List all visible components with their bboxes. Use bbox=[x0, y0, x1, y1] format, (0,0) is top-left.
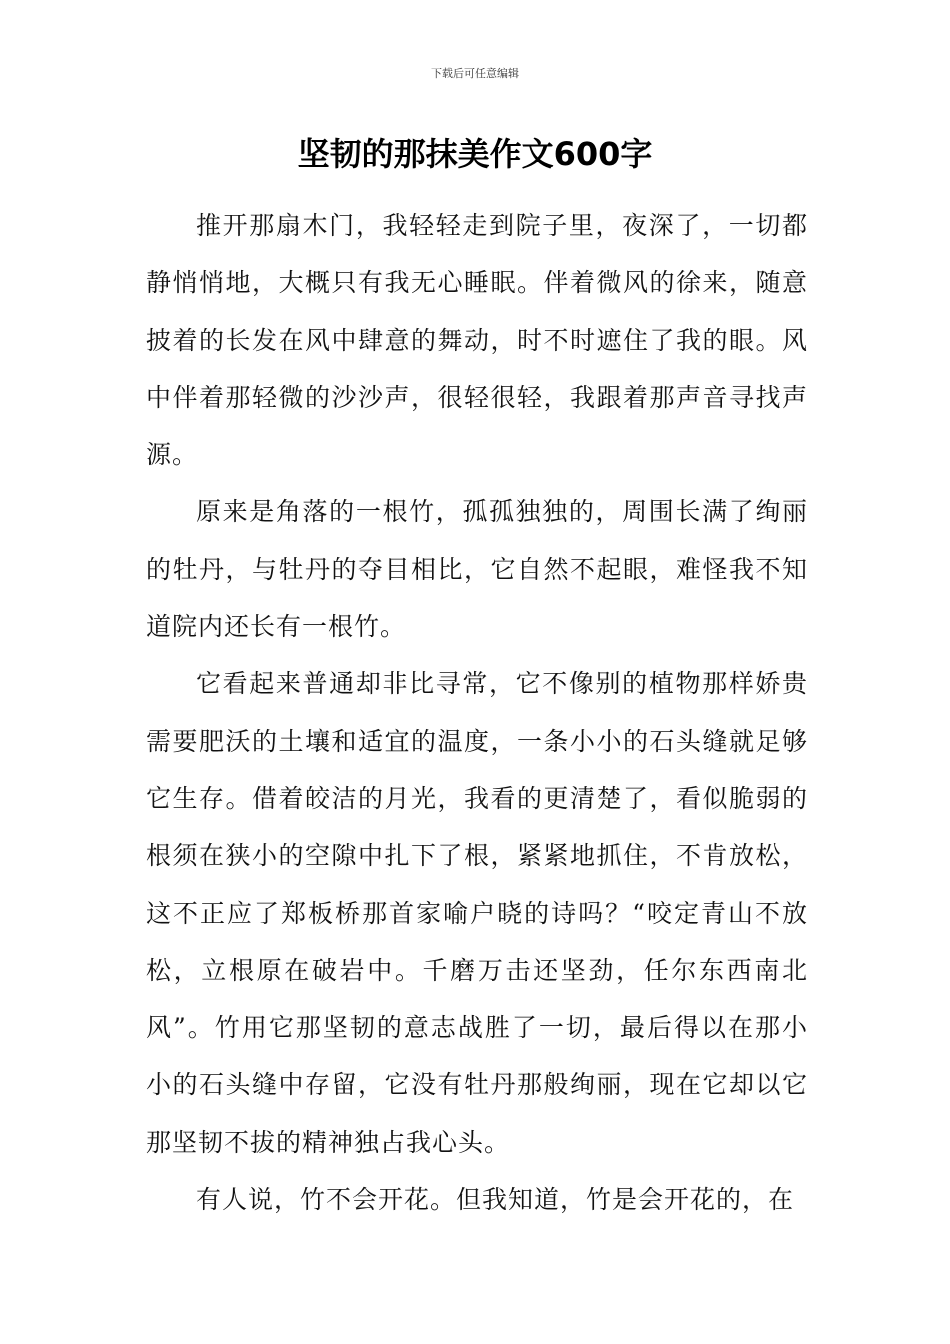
document-title: 坚韧的那抹美作文600字 bbox=[297, 135, 653, 173]
paragraph-2: 原来是角落的一根竹，孤孤独独的，周围长满了绚丽的牡丹，与牡丹的夺目相比，它自然不起眼，难怪我不知道院内还长有一根竹。 bbox=[146, 497, 808, 642]
paragraph-4: 有人说，竹不会开花。但我知道，竹是会开花的，在 bbox=[196, 1185, 795, 1215]
document-body bbox=[146, 197, 808, 1228]
paragraph-3: 它看起来普通却非比寻常，它不像别的植物那样娇贵需要肥沃的土壤和适宜的温度，一条小小的石头缝就足够它生存。借着皎洁的月光，我看的更清楚了，看似脆弱的根须在狭小的空隙中扎下了根，紧紧地抓住，不肯放松，这不正应了郑板桥那首家喻户晓的诗吗？“咬定青山不放松，立根原在破岩中。千磨万击还坚劲，任尔东西南北风”。竹用它那坚韧的意志战胜了一切，最后得以在那小小的石头缝中存留，它没有牡丹那般绚丽，现在它却以它那坚韧不拔的精神独占我心头。 bbox=[146, 669, 808, 1157]
paragraph-1: 推开那扇木门，我轻轻走到院子里，夜深了，一切都静悄悄地，大概只有我无心睡眠。伴着微风的徐来，随意披着的长发在风中肆意的舞动，时不时遮住了我的眼。风中伴着那轻微的沙沙声，很轻很轻，我跟着那声音寻找声源。 bbox=[146, 211, 808, 470]
header-note: 下载后可任意编辑 bbox=[431, 67, 519, 80]
